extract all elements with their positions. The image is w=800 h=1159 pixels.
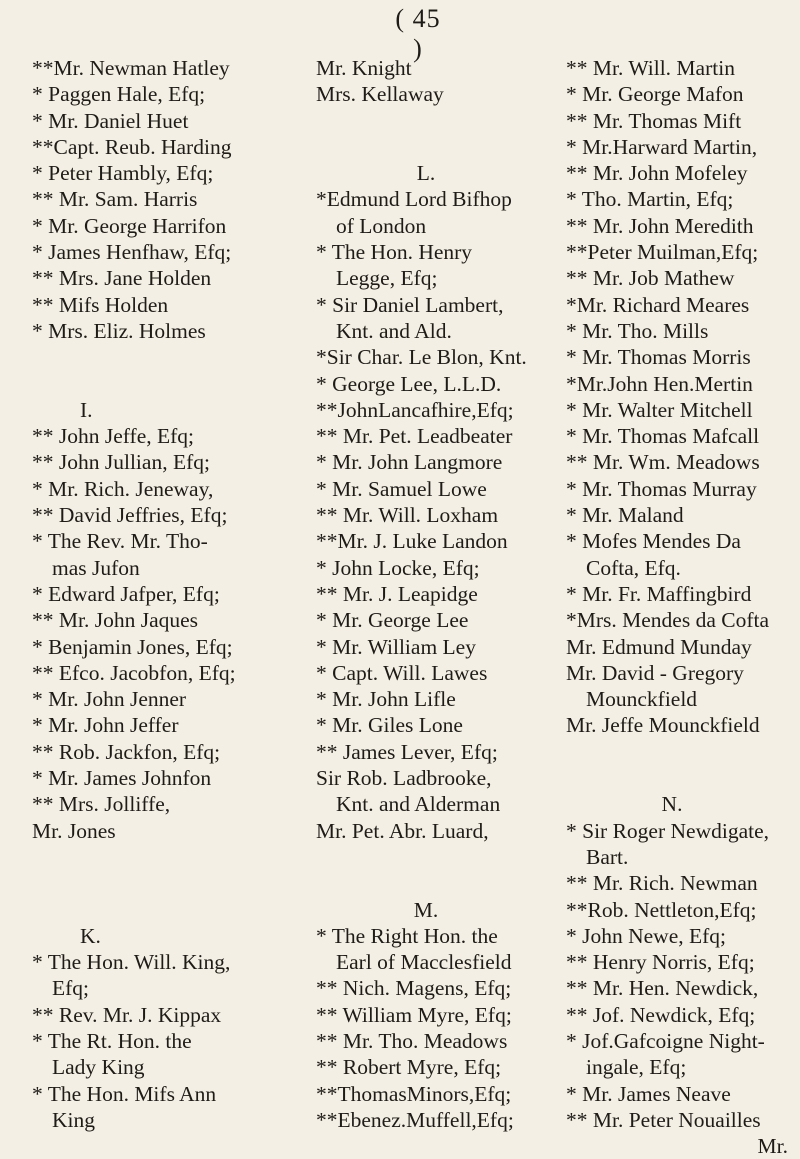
- subscriber-entry: **JohnLancafhire,Efq;: [316, 397, 514, 422]
- subscriber-entry: ** Mrs. Jane Holden: [32, 266, 212, 291]
- subscriber-entry: ** Mifs Holden: [32, 292, 169, 317]
- section-letter-heading: N.: [661, 792, 683, 817]
- subscriber-entry: ** Mr. Pet. Leadbeater: [316, 424, 513, 449]
- section-letter-heading: M.: [413, 897, 439, 922]
- subscriber-entry: * Mr. George Lee: [316, 608, 469, 633]
- subscriber-entry: * Mrs. Eliz. Holmes: [32, 318, 206, 343]
- subscriber-entry-continuation: Knt. and Ald.: [336, 318, 452, 343]
- subscriber-entry: ** Mr. Will. Martin: [566, 56, 735, 80]
- subscriber-entry: ** Mrs. Jolliffe,: [32, 792, 171, 817]
- subscriber-entry: * Mr. John Lifle: [316, 687, 456, 712]
- subscriber-entry: * Mr. John Jenner: [32, 687, 187, 712]
- subscriber-entry: ** Mr. Job Mathew: [566, 266, 735, 291]
- subscriber-column-2: [316, 55, 556, 1133]
- subscriber-entry: ** Mr. John Meredith: [566, 213, 754, 238]
- subscriber-entry: ** Mr. Rich. Newman: [566, 871, 758, 896]
- blank-line: [566, 765, 798, 791]
- subscriber-entry: Mr. Knight: [316, 56, 412, 80]
- subscriber-entry: * Mr. John Langmore: [316, 450, 503, 475]
- subscriber-entry: * Mofes Mendes Da: [566, 529, 741, 554]
- subscriber-entry: * Mr. Samuel Lowe: [316, 476, 487, 501]
- subscriber-entry: Mr. Pet. Abr. Luard,: [316, 818, 489, 843]
- subscriber-entry: * Mr. James Johnfon: [32, 766, 212, 791]
- blank-line: [32, 897, 302, 923]
- subscriber-entry: ** Robert Myre, Efq;: [316, 1055, 502, 1080]
- subscriber-entry: * Mr. Maland: [566, 503, 684, 528]
- subscriber-entry-continuation: Bart.: [586, 844, 629, 869]
- subscriber-entry: * Mr. George Mafon: [566, 82, 744, 107]
- subscriber-entry: Sir Rob. Ladbrooke,: [316, 766, 492, 791]
- blank-line: [566, 739, 798, 765]
- subscriber-entry-continuation: of London: [336, 213, 427, 238]
- subscriber-entry: ** Efco. Jacobfon, Efq;: [32, 660, 236, 685]
- subscriber-entry: * Mr. Thomas Murray: [566, 476, 757, 501]
- subscriber-entry-continuation: Cofta, Efq.: [586, 555, 681, 580]
- subscriber-entry: * Mr. Fr. Maffingbird: [566, 581, 752, 606]
- subscriber-entry: * The Right Hon. the: [316, 923, 498, 948]
- subscriber-entry: * Jof.Gafcoigne Night-: [566, 1028, 765, 1053]
- subscriber-entry: **Rob. Nettleton,Efq;: [566, 897, 757, 922]
- page-number: ( 45 ): [395, 4, 441, 63]
- subscriber-entry: ** John Jeffe, Efq;: [32, 424, 195, 449]
- subscriber-entry: * James Henfhaw, Efq;: [32, 240, 232, 265]
- subscriber-entry: **Capt. Reub. Harding: [32, 134, 232, 159]
- subscriber-entry: * The Hon. Henry: [316, 240, 473, 265]
- section-letter-heading: L.: [416, 161, 436, 186]
- blank-line: [316, 134, 556, 160]
- subscriber-entry: **ThomasMinors,Efq;: [316, 1081, 512, 1106]
- subscriber-entry: * Sir Daniel Lambert,: [316, 292, 504, 317]
- subscriber-entry: ** Mr. John Mofeley: [566, 161, 748, 186]
- subscriber-entry-continuation: Knt. and Alderman: [336, 792, 501, 817]
- subscriber-entry: * Paggen Hale, Efq;: [32, 82, 206, 107]
- subscriber-entry: * Mr. Giles Lone: [316, 713, 463, 738]
- subscriber-entry: ** Rob. Jackfon, Efq;: [32, 739, 221, 764]
- subscriber-entry: * Mr. Walter Mitchell: [566, 397, 753, 422]
- subscriber-entry: *Sir Char. Le Blon, Knt.: [316, 345, 527, 370]
- subscriber-entry: * The Hon. Will. King,: [32, 950, 231, 975]
- subscriber-entry-continuation: Mounckfield: [586, 687, 698, 712]
- subscriber-entry: Mr. Jeffe Mounckfield: [566, 713, 760, 738]
- subscriber-entry: * Mr. Rich. Jeneway,: [32, 476, 214, 501]
- subscriber-entry: ** Mr. Will. Loxham: [316, 503, 499, 528]
- subscriber-entry: **Peter Muilman,Efq;: [566, 240, 759, 265]
- subscriber-entry: ** Rev. Mr. J. Kippax: [32, 1002, 222, 1027]
- subscriber-entry: * John Newe, Efq;: [566, 923, 727, 948]
- subscriber-entry: ** Jof. Newdick, Efq;: [566, 1002, 756, 1027]
- blank-line: [316, 844, 556, 870]
- subscriber-entry: * Peter Hambly, Efq;: [32, 161, 214, 186]
- subscriber-entry: * The Rt. Hon. the: [32, 1028, 192, 1053]
- subscriber-entry: ** Mr. Wm. Meadows: [566, 450, 760, 475]
- subscriber-entry: *Mr. Richard Meares: [566, 292, 750, 317]
- subscriber-entry-continuation: mas Jufon: [52, 555, 140, 580]
- catchword: Mr.: [757, 1134, 788, 1159]
- blank-line: [32, 371, 302, 397]
- subscriber-entry: ** Mr. John Jaques: [32, 608, 199, 633]
- subscriber-entry: * John Locke, Efq;: [316, 555, 480, 580]
- blank-line: [32, 844, 302, 870]
- subscriber-entry: ** Henry Norris, Efq;: [566, 950, 755, 975]
- subscriber-entry-continuation: Legge, Efq;: [336, 266, 438, 291]
- section-letter-heading: I.: [80, 397, 93, 422]
- subscriber-entry: ** Mr. J. Leapidge: [316, 581, 478, 606]
- subscriber-entry: ** James Lever, Efq;: [316, 739, 498, 764]
- blank-line: [316, 108, 556, 134]
- subscriber-entry: ** Nich. Magens, Efq;: [316, 976, 512, 1001]
- subscriber-entry: * Mr.Harward Martin,: [566, 134, 758, 159]
- subscriber-entry: ** Mr. Thomas Mift: [566, 108, 742, 133]
- subscriber-entry: Mrs. Kellaway: [316, 82, 444, 107]
- subscriber-entry: * Tho. Martin, Efq;: [566, 187, 734, 212]
- subscriber-entry: ** Mr. Sam. Harris: [32, 187, 198, 212]
- subscriber-entry: * Mr. Daniel Huet: [32, 108, 189, 133]
- subscriber-entry: * Mr. James Neave: [566, 1081, 731, 1106]
- subscriber-entry: ** David Jeffries, Efq;: [32, 503, 228, 528]
- subscriber-entry: Mr. Edmund Munday: [566, 634, 752, 659]
- subscriber-entry: **Mr. Newman Hatley: [32, 56, 230, 80]
- subscriber-entry: * Mr. George Harrifon: [32, 213, 227, 238]
- subscriber-entry: * Mr. John Jeffer: [32, 713, 179, 738]
- subscriber-entry: * George Lee, L.L.D.: [316, 371, 502, 396]
- subscriber-entry: * Edward Jafper, Efq;: [32, 581, 220, 606]
- subscriber-entry: ** Mr. Tho. Meadows: [316, 1028, 508, 1053]
- section-letter-heading: K.: [80, 923, 101, 948]
- subscriber-entry: ** Mr. Peter Nouailles: [566, 1107, 761, 1132]
- subscriber-entry: * Mr. Tho. Mills: [566, 318, 709, 343]
- subscriber-entry: * Mr. Thomas Morris: [566, 345, 751, 370]
- subscriber-entry: * Benjamin Jones, Efq;: [32, 634, 233, 659]
- subscriber-entry-continuation: Earl of Macclesfield: [336, 950, 512, 975]
- subscriber-entry: ** Mr. Hen. Newdick,: [566, 976, 759, 1001]
- subscriber-entry: * Mr. William Ley: [316, 634, 476, 659]
- subscriber-entry: * Sir Roger Newdigate,: [566, 818, 770, 843]
- subscriber-entry: * Mr. Thomas Mafcall: [566, 424, 760, 449]
- subscriber-entry: ** William Myre, Efq;: [316, 1002, 512, 1027]
- subscriber-entry: Mr. David - Gregory: [566, 660, 744, 685]
- blank-line: [316, 870, 556, 896]
- subscriber-entry: **Ebenez.Muffell,Efq;: [316, 1107, 514, 1132]
- subscriber-entry: * The Hon. Mifs Ann: [32, 1081, 217, 1106]
- subscriber-column-1: [32, 55, 302, 1133]
- subscriber-entry: ** John Jullian, Efq;: [32, 450, 210, 475]
- subscriber-entry: * Capt. Will. Lawes: [316, 660, 488, 685]
- blank-line: [32, 870, 302, 896]
- subscriber-entry-continuation: ingale, Efq;: [586, 1055, 687, 1080]
- blank-line: [32, 344, 302, 370]
- subscriber-entry-continuation: Lady King: [52, 1055, 145, 1080]
- subscriber-column-3: [566, 55, 798, 1159]
- subscriber-entry: Mr. Jones: [32, 818, 116, 843]
- subscriber-entry-continuation: Efq;: [52, 976, 90, 1001]
- subscriber-entry: * The Rev. Mr. Tho-: [32, 529, 208, 554]
- subscriber-entry: *Edmund Lord Bifhop: [316, 187, 512, 212]
- subscriber-entry-continuation: King: [52, 1107, 95, 1132]
- subscriber-entry: *Mr.John Hen.Mertin: [566, 371, 753, 396]
- subscriber-entry: *Mrs. Mendes da Cofta: [566, 608, 770, 633]
- subscriber-entry: **Mr. J. Luke Landon: [316, 529, 508, 554]
